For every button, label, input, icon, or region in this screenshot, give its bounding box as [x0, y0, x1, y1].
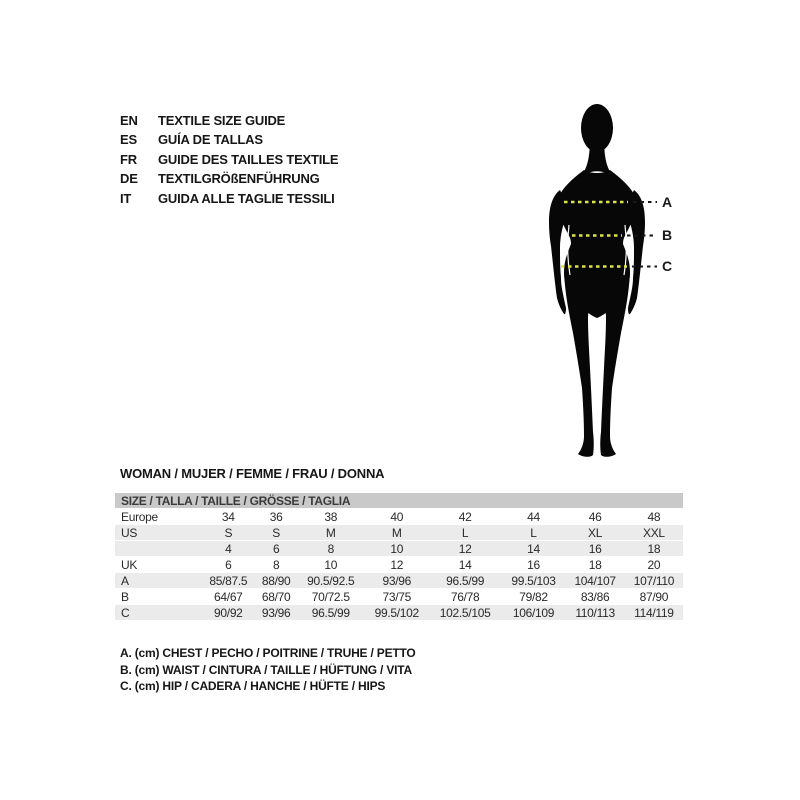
size-cell: 12	[390, 557, 404, 572]
size-row-us-numbers	[115, 541, 683, 556]
size-cell: XL	[565, 525, 624, 540]
size-cell: 64/67	[214, 589, 243, 604]
size-row-uk	[115, 557, 683, 572]
size-cell: 102.5/105	[429, 605, 502, 620]
language-list	[120, 111, 338, 208]
size-cell: 79/82	[519, 589, 548, 604]
silhouette-arm-left	[549, 190, 567, 314]
size-cell: 36	[269, 509, 283, 524]
size-cell: 10	[324, 557, 338, 572]
size-cell: S	[256, 525, 297, 540]
note-hip: C. (cm) HIP / CADERA / HANCHE / HÜFTE / HIPS	[120, 679, 386, 694]
silhouette-arm-right	[627, 190, 645, 314]
size-cell: 34	[221, 509, 235, 524]
size-cell: 4	[201, 541, 256, 556]
size-cell: 93/96	[256, 605, 297, 620]
size-cell: 90/92	[201, 605, 256, 620]
size-cell: 88/90	[256, 573, 297, 588]
marker-label-a: A	[662, 194, 673, 210]
lang-title: GUÍA DE TALLAS	[158, 132, 263, 148]
lang-row-en	[120, 111, 338, 130]
size-row-chest-a	[115, 573, 683, 588]
row-label: Europe	[121, 509, 158, 524]
measurement-figure	[540, 98, 673, 466]
size-cell: 90.5/92.5	[297, 573, 365, 588]
size-cell: 8	[272, 557, 280, 572]
size-cell: 48	[647, 509, 661, 524]
size-cell: 44	[527, 509, 540, 524]
marker-label-b: B	[662, 227, 673, 243]
size-cell: 20	[647, 557, 661, 572]
size-cell: S	[201, 525, 256, 540]
size-row-waist-b	[115, 589, 683, 604]
size-cell: 40	[390, 509, 404, 524]
row-label: UK	[121, 557, 138, 572]
lang-title: GUIDE DES TAILLES TEXTILE	[158, 151, 339, 167]
size-row-hip-c	[115, 605, 683, 620]
row-label: B	[121, 589, 129, 604]
row-label: C	[115, 605, 201, 620]
size-table	[115, 492, 683, 621]
lang-code: DE	[120, 171, 138, 187]
size-cell: 87/90	[639, 589, 669, 604]
lang-code: IT	[120, 190, 132, 206]
marker-label-c: C	[662, 258, 673, 274]
size-cell: 18	[625, 541, 683, 556]
size-table-wrap	[115, 492, 683, 621]
size-cell: 107/110	[625, 573, 683, 588]
size-cell: 68/70	[261, 589, 291, 604]
row-label	[115, 541, 201, 556]
size-cell: 14	[502, 541, 566, 556]
lang-row-de	[120, 169, 338, 188]
size-cell: 110/113	[565, 605, 624, 620]
lang-title: GUIDA ALLE TAGLIE TESSILI	[158, 190, 335, 206]
note-waist: B. (cm) WAIST / CINTURA / TAILLE / HÜFTUNG / VITA	[120, 662, 412, 677]
lang-code: ES	[120, 132, 137, 148]
size-row-europe	[115, 509, 683, 524]
size-table-header: SIZE / TALLA / TAILLE / GRÖSSE / TAGLIA	[115, 493, 683, 508]
woman-silhouette	[549, 104, 645, 457]
lang-row-es	[120, 130, 338, 149]
size-cell: M	[297, 525, 365, 540]
section-title: WOMAN / MUJER / FEMME / FRAU / DONNA	[120, 466, 385, 481]
woman-silhouette-svg	[540, 98, 673, 466]
size-cell: 18	[588, 557, 602, 572]
row-label: A	[115, 573, 201, 588]
size-cell: 106/109	[502, 605, 566, 620]
size-cell: 16	[527, 557, 540, 572]
size-cell: 12	[429, 541, 502, 556]
silhouette-leg-left	[564, 272, 594, 457]
lang-title: TEXTILGRÖßENFÜHRUNG	[158, 171, 320, 187]
size-cell: 114/119	[625, 605, 683, 620]
size-cell: 10	[365, 541, 429, 556]
size-cell: 38	[324, 509, 338, 524]
silhouette-leg-right	[600, 272, 630, 457]
size-row-us-letters	[115, 525, 683, 540]
lang-code: FR	[120, 151, 137, 167]
size-cell: 46	[588, 509, 602, 524]
size-cell: 96.5/99	[297, 605, 365, 620]
size-cell: 76/78	[450, 589, 480, 604]
lang-row-it	[120, 189, 338, 208]
size-cell: 8	[297, 541, 365, 556]
size-cell: 14	[458, 557, 472, 572]
size-cell: 99.5/102	[365, 605, 429, 620]
lang-title: TEXTILE SIZE GUIDE	[158, 113, 286, 128]
size-cell: L	[429, 525, 502, 540]
lang-code: EN	[120, 113, 138, 128]
size-cell: 70/72.5	[311, 589, 350, 604]
size-cell: 6	[225, 557, 232, 572]
size-cell: 6	[256, 541, 297, 556]
size-table-header-row	[115, 493, 683, 508]
measurement-notes	[120, 645, 416, 695]
size-cell: XXL	[625, 525, 683, 540]
size-cell: 93/96	[365, 573, 429, 588]
size-cell: 99.5/103	[502, 573, 566, 588]
size-cell: 85/87.5	[201, 573, 256, 588]
size-cell: 16	[565, 541, 624, 556]
note-chest: A. (cm) CHEST / PECHO / POITRINE / TRUHE / PETTO	[120, 646, 416, 660]
lang-row-fr	[120, 150, 338, 169]
row-label: US	[115, 525, 201, 540]
size-cell: 42	[458, 509, 472, 524]
size-cell: 73/75	[382, 589, 411, 604]
size-cell: L	[502, 525, 566, 540]
size-cell: M	[365, 525, 429, 540]
size-cell: 104/107	[565, 573, 624, 588]
size-cell: 83/86	[580, 589, 610, 604]
size-cell: 96.5/99	[429, 573, 502, 588]
